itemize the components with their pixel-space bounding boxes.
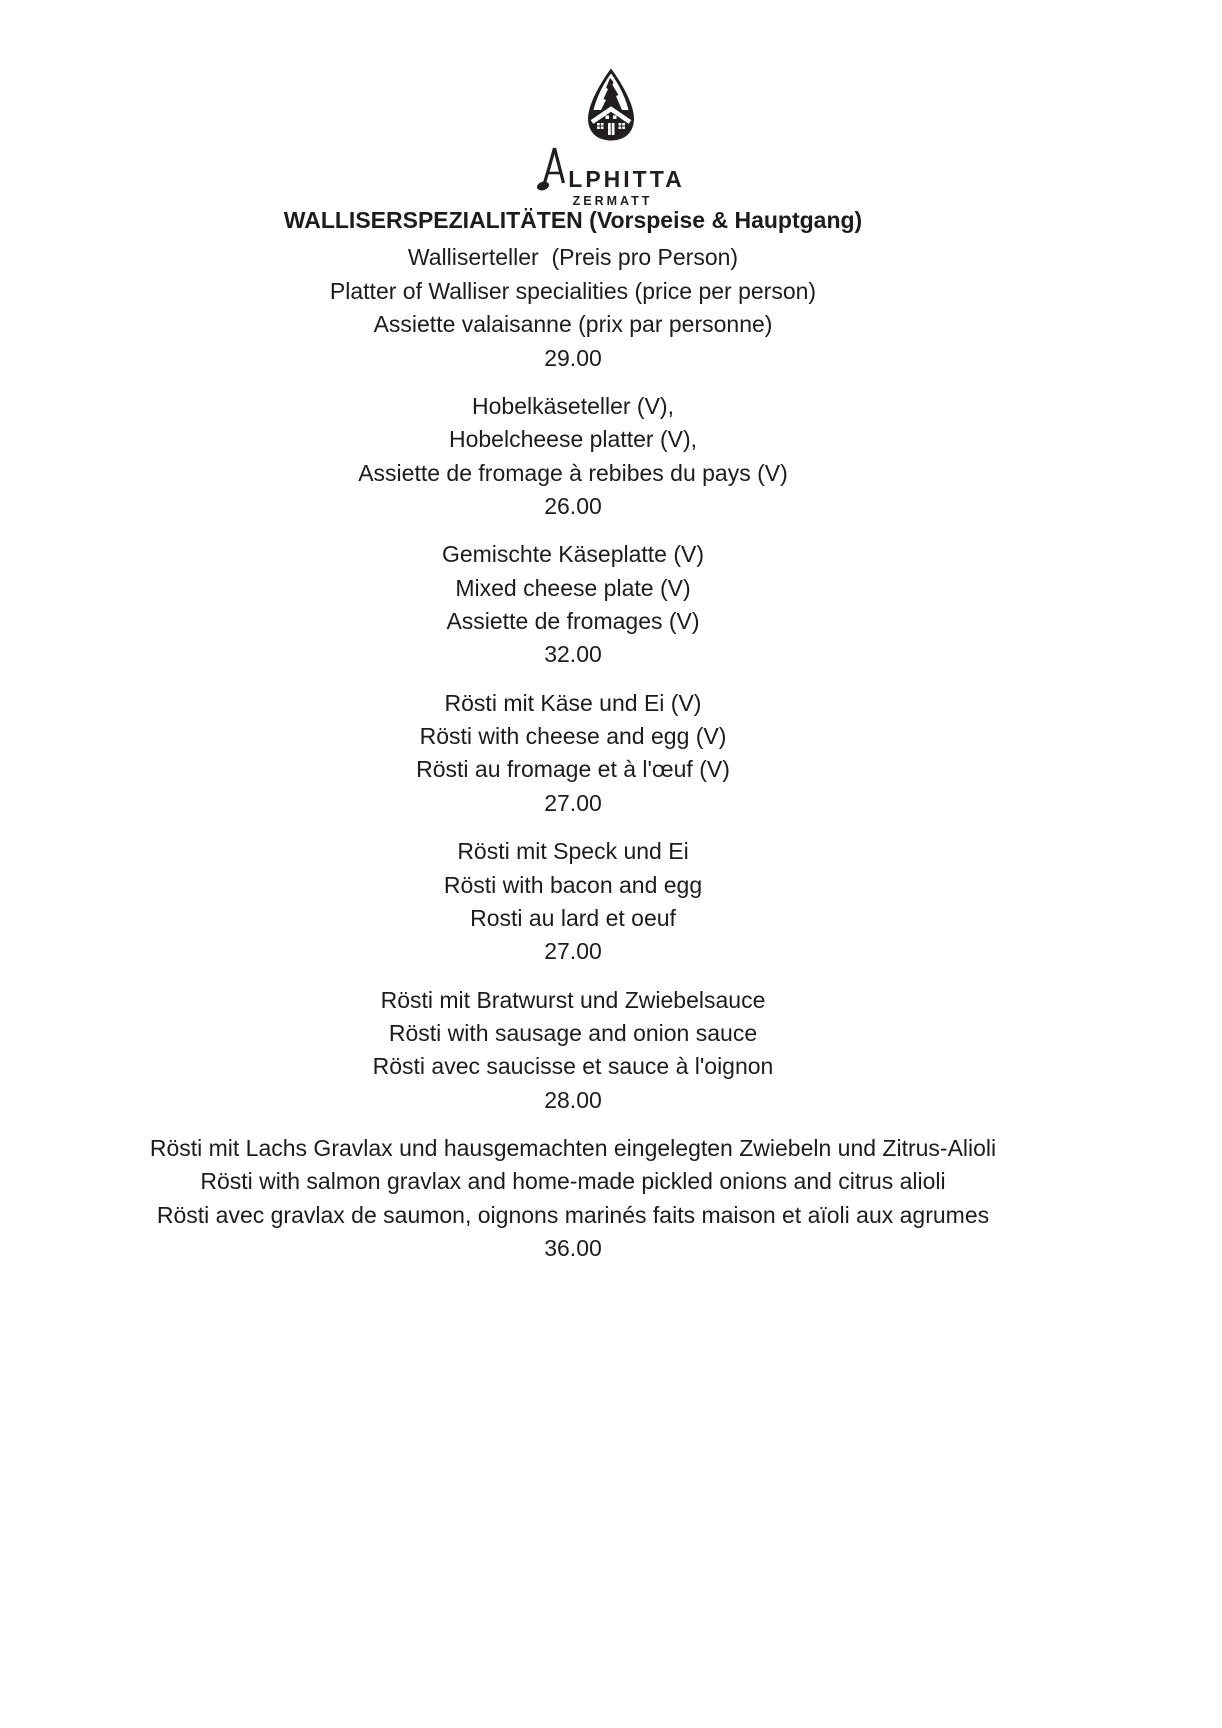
matterhorn-chalet-emblem-icon [582,67,640,142]
menu-item-line: Rösti mit Speck und Ei [457,838,689,865]
menu-item [0,538,1146,672]
restaurant-logo [0,67,1222,208]
menu-item-line: Rösti avec saucisse et sauce à l'oignon [372,1053,774,1080]
menu-item-price: 29.00 [544,344,602,371]
menu-item [0,687,1146,821]
menu-section-heading: WALLISERSPEZIALITÄTEN (Vorspeise & Hauptgang) [283,207,863,233]
menu-item-line: Rösti with cheese and egg (V) [419,723,727,750]
menu-item-line: Walliserteller (Preis pro Person) [407,244,739,271]
logo-brand-text: LPHITTA [568,166,685,192]
menu-item-line: Rösti with bacon and egg [443,871,703,898]
menu-item-line: Rösti avec gravlax de saumon, oignons marinés faits maison et aïoli aux agrumes [156,1201,990,1228]
menu-item [0,1132,1146,1266]
menu-item [0,984,1146,1118]
menu-item-line: Rösti mit Lachs Gravlax und hausgemachten eingelegten Zwiebeln und Zitrus-Alioli [149,1134,997,1161]
menu-item-line: Hobelcheese platter (V), [448,426,697,453]
menu-item-line: Gemischte Käseplatte (V) [441,541,705,568]
menu-item-price: 27.00 [544,938,602,965]
menu-item-line: Assiette de fromages (V) [446,608,700,635]
menu-item-price: 32.00 [544,641,602,668]
logo-location-text: ZERMATT [572,194,653,208]
menu-item-line: Rösti with salmon gravlax and home-made pickled onions and citrus alioli [200,1168,946,1195]
menu-item-line: Rösti mit Bratwurst und Zwiebelsauce [380,986,766,1013]
menu-item [0,241,1146,375]
menu-item-line: Rösti au fromage et à l'œuf (V) [416,756,730,783]
menu-item-line: Platter of Walliser specialities (price per person) [329,277,817,304]
menu-item-line: Assiette valaisanne (prix par personne) [373,311,773,338]
menu-content [0,204,1146,1280]
menu-item [0,390,1146,524]
menu-item-line: Rösti with sausage and onion sauce [388,1019,758,1046]
music-note-letter-a-icon [537,147,567,191]
logo-wordmark [537,147,684,191]
menu-item-price: 28.00 [544,1086,602,1113]
menu-item-line: Rösti mit Käse und Ei (V) [444,689,702,716]
menu-item-price: 26.00 [544,493,602,520]
menu-item-line: Mixed cheese plate (V) [455,574,691,601]
menu-item-line: Assiette de fromage à rebibes du pays (V) [358,459,788,486]
menu-item-line: Hobelkäseteller (V), [472,392,674,419]
menu-item-price: 36.00 [544,1235,602,1262]
menu-item [0,835,1146,969]
menu-item-line: Rosti au lard et oeuf [470,904,676,931]
menu-item-price: 27.00 [544,789,602,816]
